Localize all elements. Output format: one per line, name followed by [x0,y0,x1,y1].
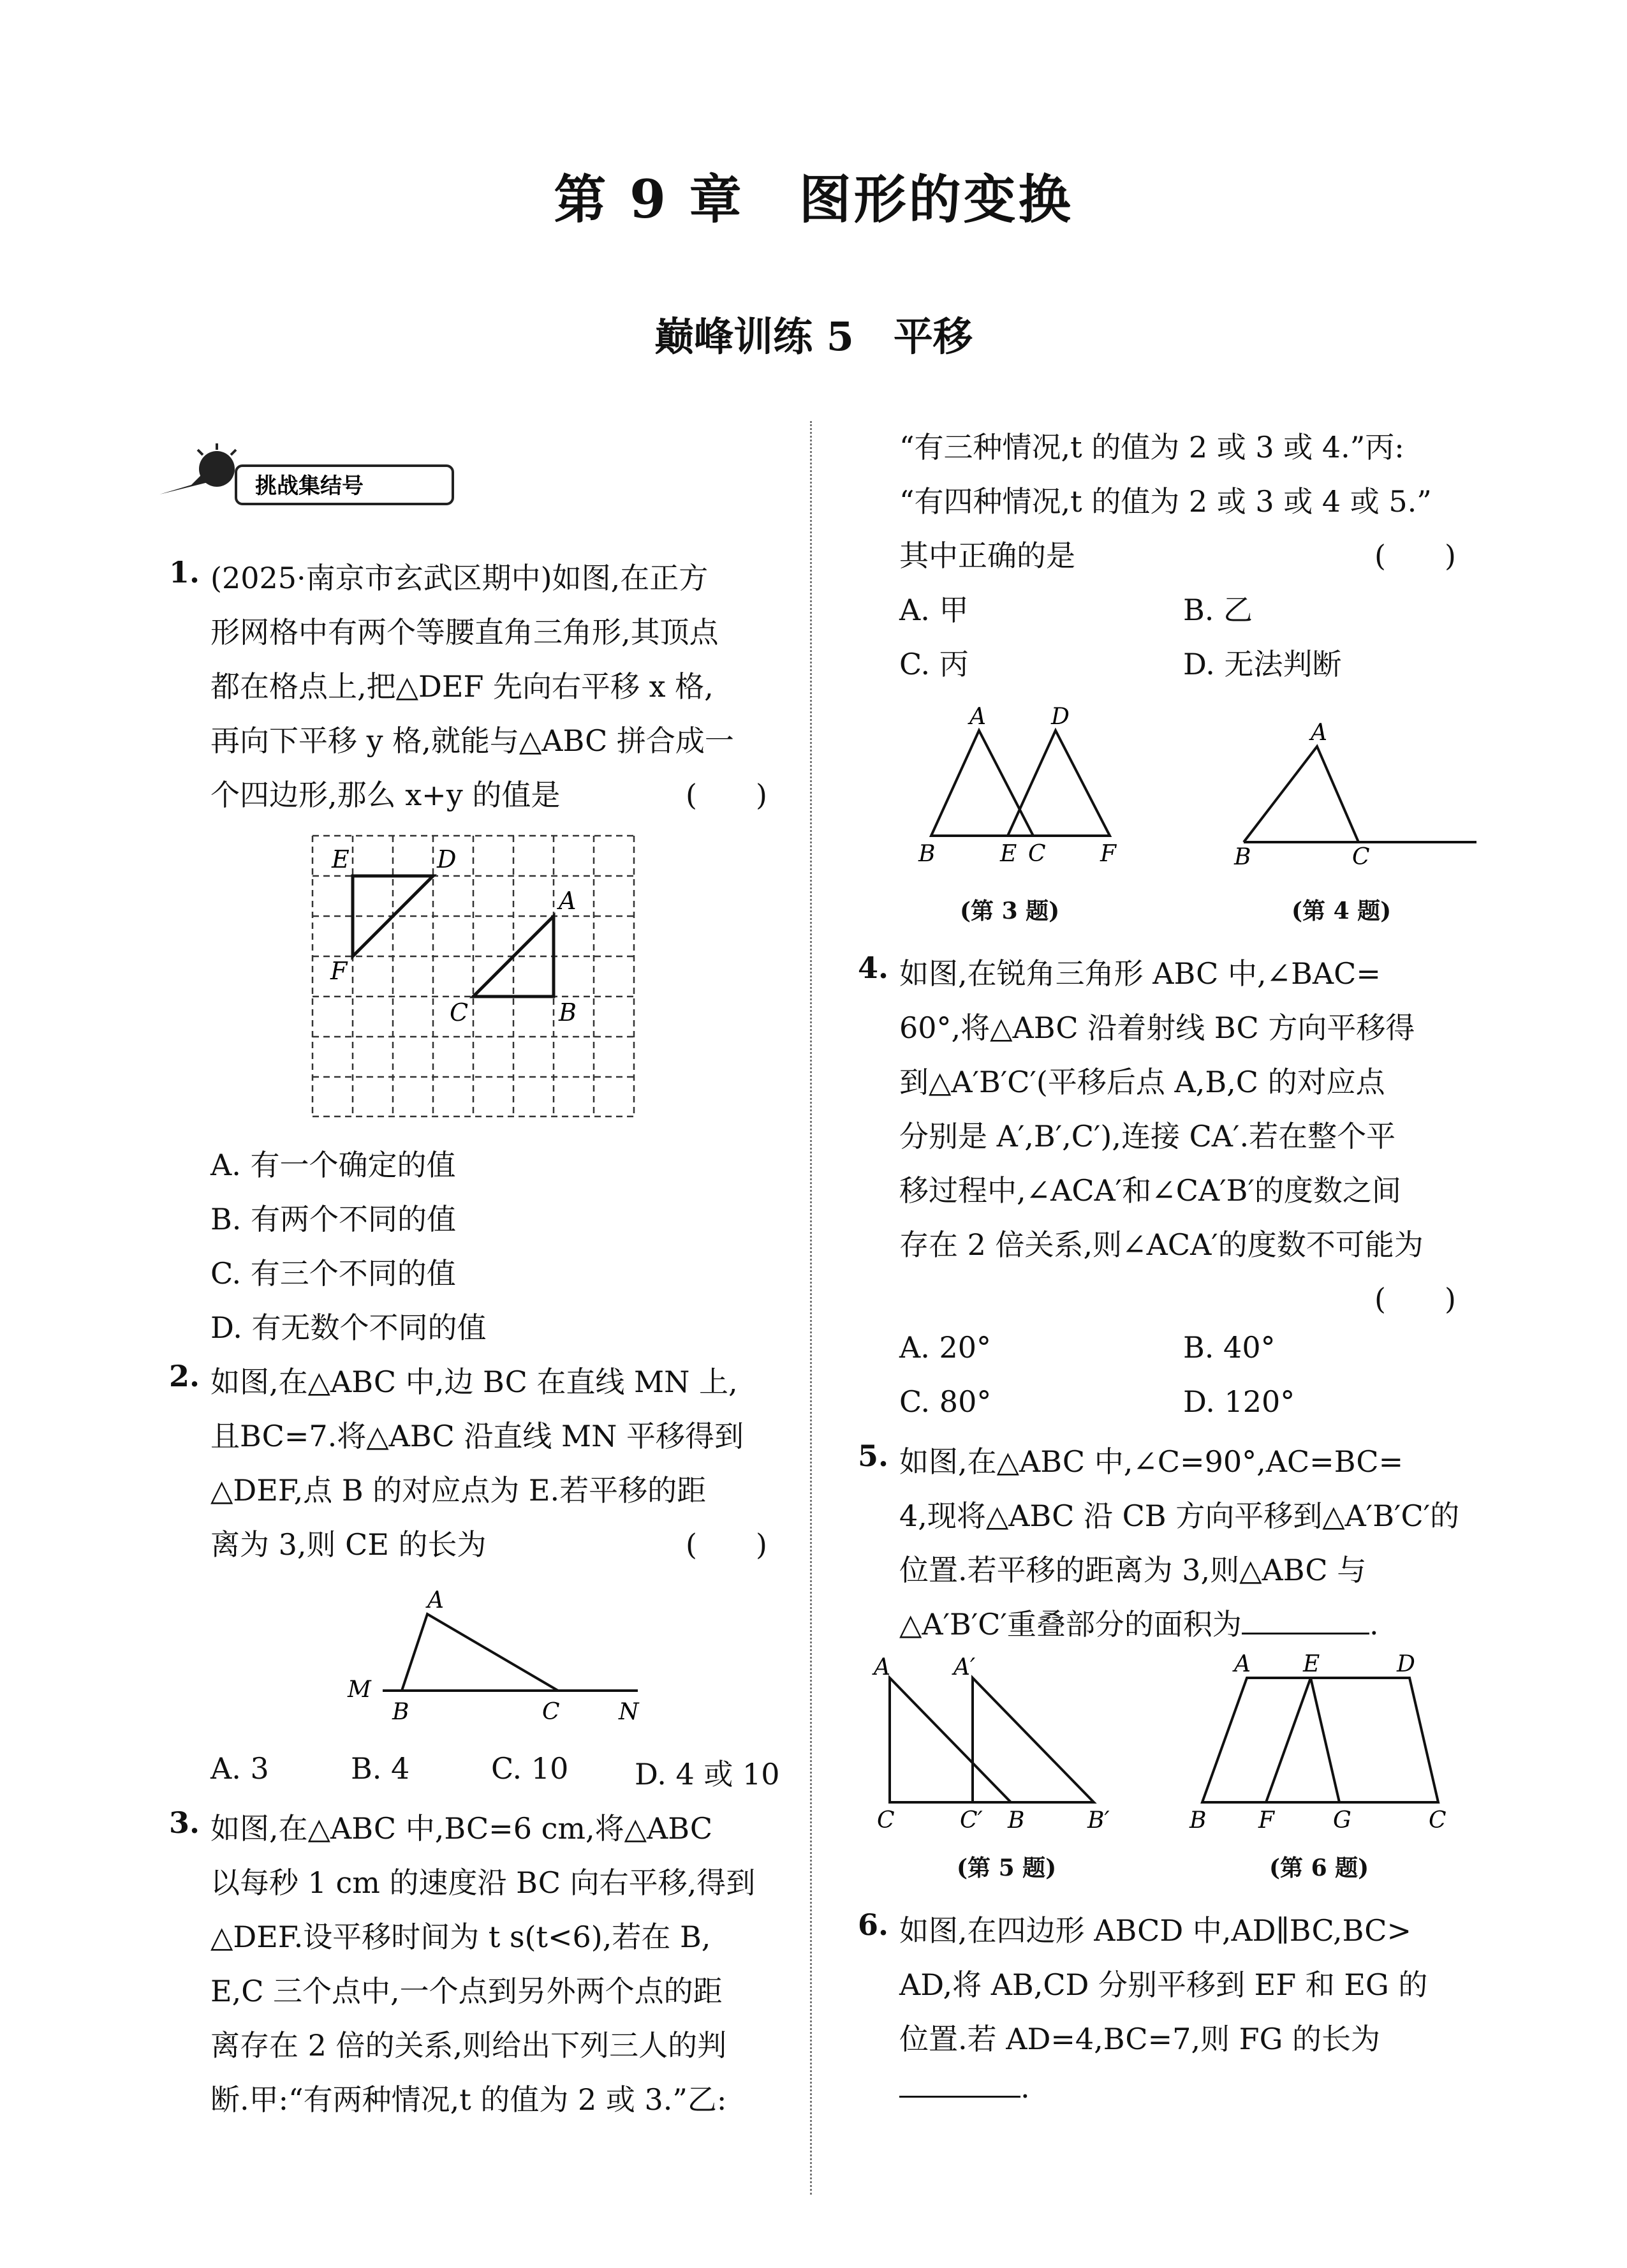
text-line: 分别是 A′,B′,C′),连接 CA′.若在整个平 [899,1119,1396,1153]
label-c: C [450,998,469,1027]
q2-option-c: C. 10 [491,1751,569,1786]
q3-fig-caption: (第 3 题) [960,898,1060,924]
q1-option-d: D. 有无数个不同的值 [210,1310,487,1345]
text-line: . [1020,2070,1030,2105]
text-line: “有四种情况,t 的值为 2 或 3 或 4 或 5.” [899,484,1432,519]
q1-line: 都在格点上,把△DEF 先向右平移 x 格, [210,669,714,704]
text-line: “有三种情况,t 的值为 2 或 3 或 4.”丙: [899,430,1404,464]
q4-option-c: C. 80° [899,1384,992,1419]
text-line: 4,现将△ABC 沿 CB 方向平移到△A′B′C′的 [899,1499,1460,1533]
q4-option-b: B. 40° [1183,1330,1276,1365]
text-line: 到△A′B′C′(平移后点 A,B,C 的对应点 [899,1065,1385,1099]
text-line: A′ [953,1654,976,1680]
text-line: △DEF.设平移时间为 t s(t<6),若在 B, [210,1920,711,1954]
q5-fig-caption: (第 5 题) [957,1855,1057,1881]
q4-answer-paren: ( ) [1374,1282,1456,1316]
q1-line: (2025·南京市玄武区期中)如图,在正方 [210,561,709,595]
text-line: B′ [1087,1807,1110,1834]
q1-line: 个四边形,那么 x+y 的值是 [210,778,561,812]
q6-answer-blank[interactable] [899,2070,1020,2098]
q3-option-b: B. 乙 [1183,593,1253,627]
challenge-badge [153,440,459,513]
badge-text: 挑战集结号 [255,473,364,499]
text-line: N [619,1699,639,1723]
text-line: E [1303,1652,1320,1677]
q1-line: 再向下平移 y 格,就能与△ABC 拼合成一 [210,723,734,758]
q1-option-b: B. 有两个不同的值 [210,1202,457,1236]
q4-figure [1221,715,1489,868]
section-title: 巅峰训练 5 平移 [654,313,973,360]
q6-answer-line [899,2070,1030,2105]
q1-line: 形网格中有两个等腰直角三角形,其顶点 [210,615,719,649]
q5-answer-blank[interactable] [1242,1607,1369,1634]
text-line: A [427,1587,444,1613]
chapter-title: 第 9 章 图形的变换 [554,169,1073,230]
text-line: A [874,1654,890,1680]
q6-fig-caption: (第 6 题) [1269,1855,1369,1881]
q4-number: 4. [858,951,889,985]
q3-figure [906,699,1135,864]
text-line: 位置.若 AD=4,BC=7,则 FG 的长为 [899,2022,1380,2056]
q5-last-line [899,1601,1379,1643]
q2-line: 如图,在△ABC 中,边 BC 在直线 MN 上, [210,1365,738,1399]
text-line: C [877,1807,895,1834]
q2-option-a: A. 3 [210,1751,269,1786]
label-b: B [559,998,577,1027]
text-line: A [969,704,986,730]
column-divider [810,421,812,2195]
text-line: C [1028,841,1046,864]
text-line: 如图,在△ABC 中,∠C=90°,AC=BC= [899,1444,1404,1479]
text-line: 存在 2 倍关系,则∠ACA′的度数不可能为 [899,1227,1424,1262]
q1-option-a: A. 有一个确定的值 [210,1148,456,1182]
text-line: D [1397,1652,1415,1677]
text-line: B [1008,1807,1025,1834]
text-line: B [1234,844,1251,868]
text-line: C [1352,844,1370,868]
text-line: AD,将 AB,CD 分别平移到 EF 和 EG 的 [899,1968,1428,2002]
text-line: D [1051,704,1070,730]
text-line: 如图,在四边形 ABCD 中,AD∥BC,BC> [899,1913,1412,1948]
trumpet-icon [153,440,459,510]
text-line: 断.甲:“有两种情况,t 的值为 2 或 3.”乙: [210,2082,727,2117]
q2-number: 2. [169,1359,200,1393]
q4-option-a: A. 20° [899,1330,991,1365]
q1-grid-figure [306,829,714,1123]
q2-line: 离为 3,则 CE 的长为 [210,1527,487,1562]
text-line: A [1311,720,1327,746]
q5-figure [861,1652,1129,1837]
text-line: 位置.若平移的距离为 3,则△ABC 与 [899,1553,1367,1587]
q2-option-b: B. 4 [351,1751,410,1786]
q5-number: 5. [858,1439,889,1473]
q6-figure [1177,1652,1457,1837]
q4-option-d: D. 120° [1183,1384,1295,1419]
label-f: F [330,957,348,985]
q2-figure [338,1582,670,1723]
text-line: △A′B′C′重叠部分的面积为 [899,1607,1242,1642]
text-line: C′ [960,1807,983,1834]
text-line: E,C 三个点中,一个点到另外两个点的距 [210,1974,723,2008]
text-line: M [348,1677,371,1703]
text-line: B [392,1699,409,1723]
label-a: A [559,887,577,915]
text-line: 移过程中,∠ACA′和∠CA′B′的度数之间 [899,1173,1401,1208]
q2-line: 且BC=7.将△ABC 沿直线 MN 平移得到 [210,1419,744,1453]
text-line: C [542,1699,560,1723]
text-line: . [1369,1607,1379,1642]
text-line: 60°,将△ABC 沿着射线 BC 方向平移得 [899,1011,1415,1045]
q3-option-c: C. 丙 [899,647,969,681]
q1-answer-paren: ( ) [686,778,767,812]
q3-answer-paren: ( ) [1374,538,1456,573]
text-line: B [918,841,936,864]
q1-number: 1. [169,555,200,589]
text-line: E [1000,841,1017,864]
q2-answer-paren: ( ) [686,1527,767,1562]
q2-option-d: D. 4 或 10 [635,1757,780,1791]
text-line: 其中正确的是 [899,538,1075,573]
text-line: G [1333,1807,1351,1834]
q2-line: △DEF,点 B 的对应点为 E.若平移的距 [210,1473,707,1508]
q1-option-c: C. 有三个不同的值 [210,1256,456,1291]
q3-option-d: D. 无法判断 [1183,647,1342,681]
text-line: F [1258,1807,1274,1834]
text-line: 如图,在锐角三角形 ABC 中,∠BAC= [899,956,1381,991]
label-e: E [332,845,350,873]
q3-option-a: A. 甲 [899,593,969,627]
text-line: B [1189,1807,1207,1834]
text-line: F [1100,841,1116,864]
text-line: 离存在 2 倍的关系,则给出下列三人的判 [210,2028,727,2063]
text-line: A [1234,1652,1251,1677]
q3-number: 3. [169,1805,200,1840]
label-d: D [437,845,457,873]
text-line: 以每秒 1 cm 的速度沿 BC 向右平移,得到 [210,1865,756,1900]
q6-number: 6. [858,1908,889,1942]
q4-fig-caption: (第 4 题) [1292,898,1392,924]
text-line: C [1429,1807,1447,1834]
text-line: 如图,在△ABC 中,BC=6 cm,将△ABC [210,1811,713,1846]
